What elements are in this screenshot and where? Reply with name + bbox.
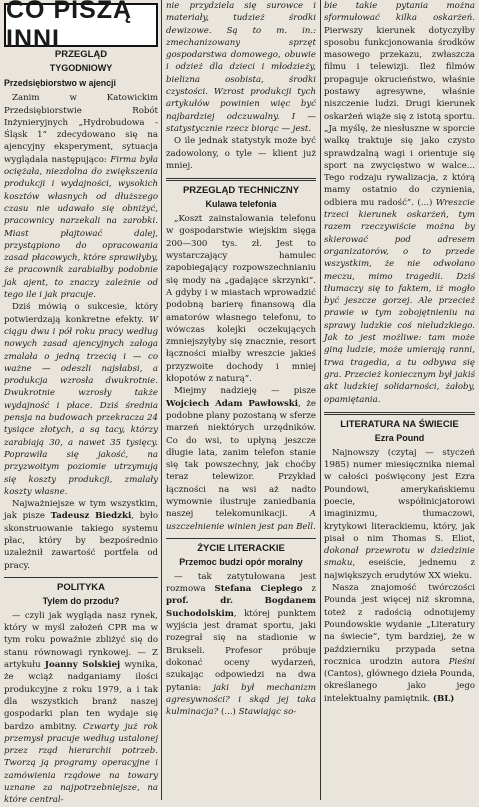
paragraph: Miejmy nadzieję — pisze Wojciech Adam Pawłowski, że podobne plany pozostaną w sferze marzeń niektórych urzędników. Co do wsi, to upłyną jeszcze długie lata, zanim telefon stanie się tak powszechny, jak choćby teraz telewizor. Przykład łączności na wsi aż nadto wymownie ilustruje zaniedbania naszej telekomunikacji. A uszczelnienie winien jest pan Bell. xyxy=(166,386,316,532)
paragraph: O ile jednak statystyk może być zadowolony, o tyle — klient już mniej. xyxy=(166,136,316,171)
section-divider xyxy=(166,538,316,539)
paragraph: Dziś mówią o sukcesie, który potwierdzają konkretne efekty. W ciągu dwu i pół roku pracy według nowych zasad ajencyjnych załoga zmalała o jedną trzecią i — co ważne — odeszli najsłabsi, a produkcja wzrosła dwukrotnie. Dwukrotnie wzrosły także wydajność i płace. Dziś średnia pensja na budowach przekracza 24 tysiące złotych, a są tacy, którzy zarabiają 30, a nawet 35 tysięcy. Poprawiła się jakość, na przyzwoitym poziomie utrzymują się koszty produkcji, zmalały koszty własne. xyxy=(4,302,158,497)
section-divider xyxy=(324,412,475,415)
column-1 xyxy=(4,47,159,806)
section-divider xyxy=(4,577,158,578)
paragraph: — czyli jak wygląda nasz rynek, który w myśl założeń CPR ma w tym roku powaźnie zbliżyć się do stanu równowagi rynkowej. — Z artykułu Joanny Solskiej wynika, że wciąż nadganiamy ilości produkcyjne z roku 1979, a i tak dla wszystkich branż naszej gospodarki plan ten wydaje się bardzo ambitny. Czwarty już rok przemysł pracuje według ustalonej przez rząd hierarchii potrzeb. Tworzą ją programy operacyjne i zamówienia rządowe na towary uznane za najpotrzebniejsze, na które central- xyxy=(4,610,159,806)
section-title-przeglad-techniczny: PRZEGLĄD TECHNICZNY xyxy=(182,185,300,197)
section-subtitle: Kulawa telefonia xyxy=(205,199,277,210)
section-divider xyxy=(166,178,316,181)
signature: (BL) xyxy=(432,693,455,704)
paragraph: Nasza znajomość twórczości Pounda jest więcej niż skromna, toteż z radością odnotujemy Poundowskie wydanie „Literatury na świecie”, tym bardziej, że w październiku przypada setna rocznica urodzin autora Pieśni (Cantos), głównego dzieła Pounda, określanego jako jego intelektualny pamiętnik. (BL) xyxy=(324,583,475,704)
section-title-literatura-na-swiecie: LITERATURA NA ŚWIECIE xyxy=(340,418,459,430)
section-title-przeglad-tygodniowy: PRZEGLĄD xyxy=(54,49,108,60)
section-title-zycie-literackie: ŻYCIE LITERACKIE xyxy=(197,542,285,554)
column-2 xyxy=(166,0,316,800)
section-subtitle: TYGODNIOWY xyxy=(49,63,113,73)
section-subtitle: Tylem do przodu? xyxy=(42,595,120,606)
paragraph: Najnowszy (czytaj — styczeń 1985) numer miesięcznika niemal w całości poświęcony jest Ezra Poundowi, amerykańskiemu poecie, współinicjatorowi imaginizmu, tłumaczowi, krytykowi literackiemu, który, jak pisał o nim Thomas S. Eliot, dokonał przewrotu w dziedzinie smaku, eseiście, jednemu z największych erudytów XX wieku. xyxy=(324,447,475,581)
paragraph: Zanim w Katowickim Przedsiębiorstwie Robót Inżynieryjnych „Hydrobudowa - Śląsk 1” zdecydowano się na ajencyjny eksperyment, sytuacja wyglądala następująco: Firma była ociężała, niezdolna do zwiększenia produkcji i wydajności, wysokich kosztów własnych od dłuższego czasu nie udawało się obniżyć, pracownicy narzekali na zarobki. Miast płajtować dalej, przystąpiono do opracowania zasad płacowych, które sprawiłyby, że pracownik zarabiałby podobnie jak ajent, to znaczy zależnie od tego ile i jak pracuje. xyxy=(4,93,159,301)
masthead: CO PISZĄ INNI xyxy=(4,3,158,47)
paragraph: — tak zatytułowana jest rozmowa Stefana Cieplego z prof. dr. Bogdanem Suchodolskim, której punktem wyjścia jest dramat sportu, jaki rozegrał się na stadionie w Brukseli. Profesor próbuje dokonać oceny wydarzeń, szukając odpowiedzi na dwa pytania: jaki był mechanizm agresywności? i skąd jej taka kulminacja? (...) Stawiając so- xyxy=(166,571,316,718)
section-subtitle: Przemoc budzi opór moralny xyxy=(179,556,303,567)
paragraph: nie przydziela się surowce i materiały, tudzież środki dewizowe. Są to m. in.: zmechanizowany sprzęt gospodarstwa domowego, obuwie i odzież dla dzieci i młodzieży, bielizna osobista, środki czystości. Wzrost produkcji tych artykułów powinien więc być najbardziej odczuwalny. I — statystycznie rzecz biorąc — jest. xyxy=(166,1,316,134)
section-subtitle: Ezra Pound xyxy=(374,432,425,443)
column-divider xyxy=(320,0,321,800)
section-title-polityka: POLITYKA xyxy=(56,581,106,593)
paragraph: bie takie pytania można sformułować kilka oskarżeń. Pierwszy kierunek dotyczyłby sposobu funkcjonowania środków masowego przekazu, zwłaszcza filmu i telewizji. Ileż filmów propaguje okrucieństwo, właśnie postawy agresywne, właśnie niszczenie ludzi. Drugi kierunek oskarżeń wiąże się z istotą sportu. „Ja myślę, że niesłuszne w sporcie walkę traktuje się jako czysto sprawdzalną wagi i orientuje się sport na zwycięstwo w walce... Tego rodzaju rywalizacja, z którą mamy ostatnio do czynienia, odbiera mu radość”. (...) Wreszcie trzeci kierunek oskarżeń, tym razem rzeczywiście można by skierować pod adresem organizatorów, o to przede wszystkim, że nie odwołano meczu, mimo tragedii. Dziś tłumaczy się to faktem, iż mogło być jeszcze gorzej. Ale przecież prawie w tym zobojętnieniu na sprawy ludzkie coś nieludzkiego. Jak to jest możliwe: tam może giną ludzie, może umierają ranni, trwa tragedia, a tu odbywa się gra. Przecież koniecznym był jakiś akt ludzkiej solidarności, żałoby, opamiętania. xyxy=(324,1,475,405)
paragraph: Najważniejsze w tym wszystkim, jak pisze Tadeusz Biedzki, było skonstruowanie takiego systemu płac, który by bezpośrednio uzależnił zawartość portfela od pracy. xyxy=(4,499,159,571)
article-headline: Przedsiębiorstwo w ajencji xyxy=(4,78,116,88)
column-3 xyxy=(324,0,475,800)
paragraph: „Koszt zainstalowania telefonu w gospodarstwie wiejskim sięga 200—300 tys. zł. Jest to wystarczający hamulec zapobiegający rozpowszechnianiu się mody na „gadające skrzynki”. A gdyby i w miastach wprowadzić podobną barierę finansową dla amatorów własnego telefonu, to wówczas kolejki oczekujących zmniejszyłyby się znacznie, resort łączności miałby wreszcie jakieś przyzwoite dochody i mniej kłopotów z naturą”. xyxy=(166,214,316,385)
column-divider xyxy=(161,0,162,800)
